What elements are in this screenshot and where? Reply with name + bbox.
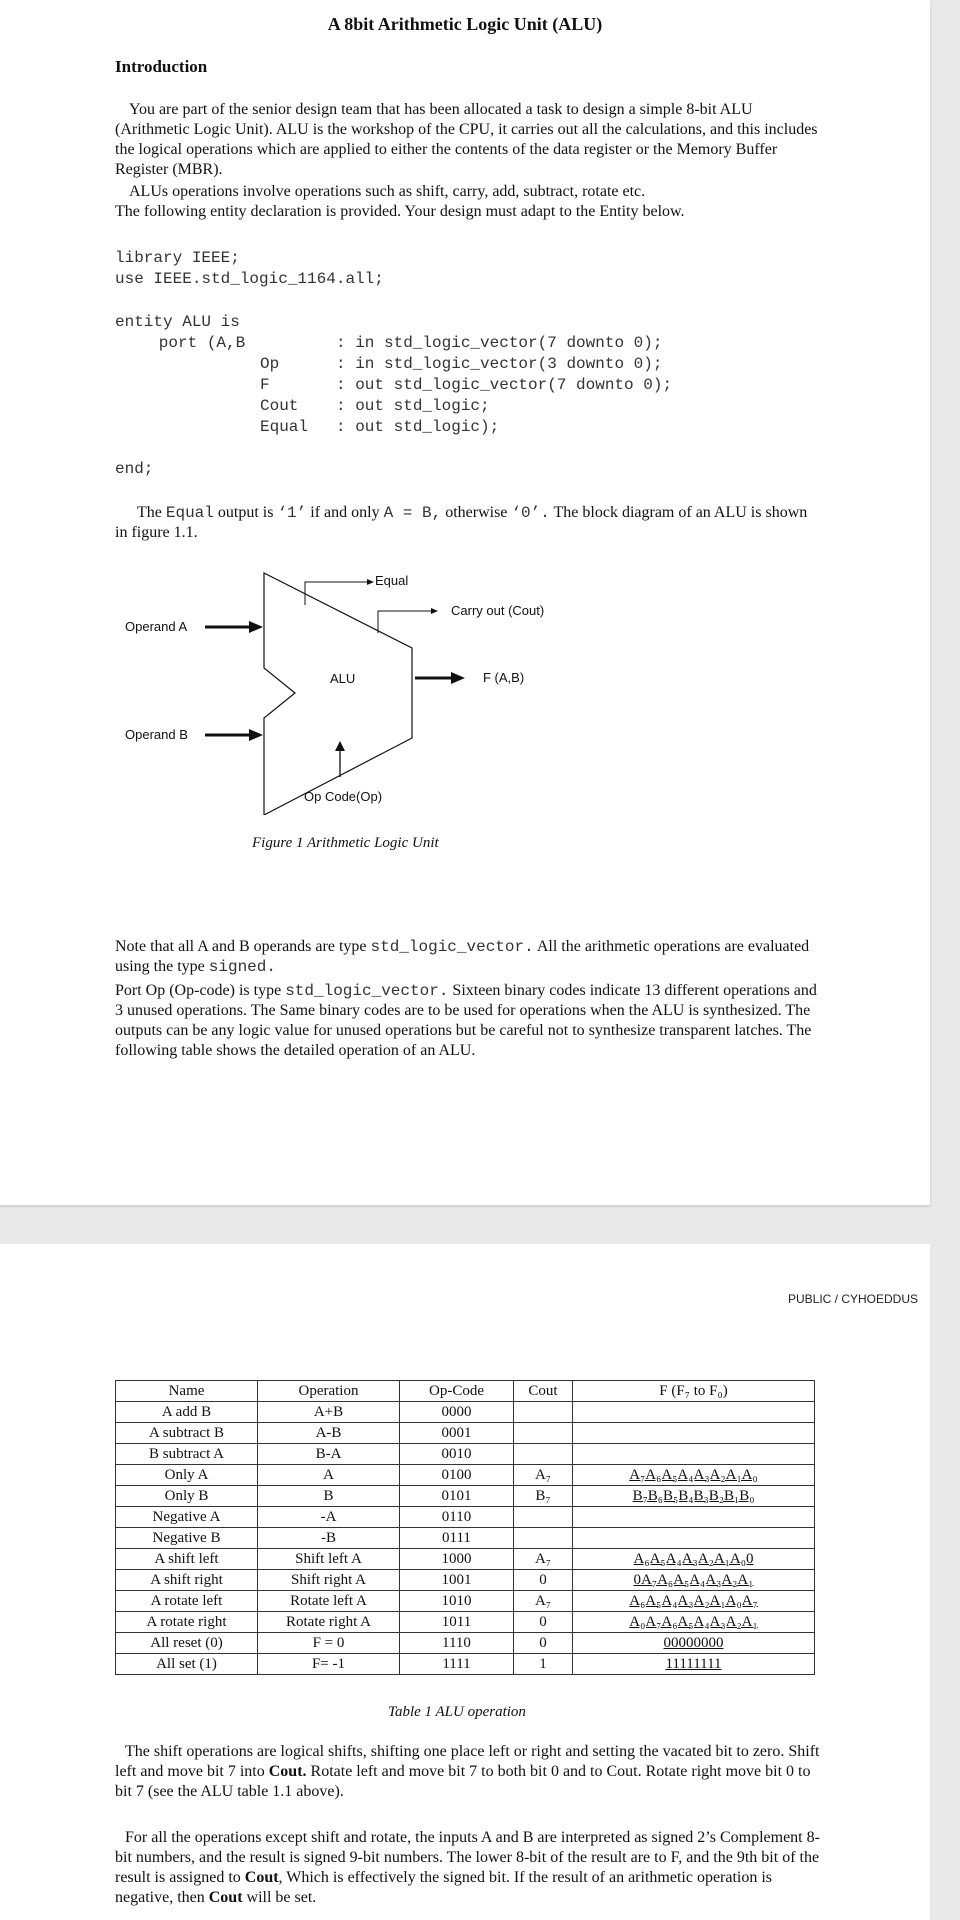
table-cell: B-A (258, 1444, 400, 1465)
alu-label: ALU (330, 671, 356, 686)
f-output-arrow-head (451, 672, 465, 684)
alu-shape (264, 573, 412, 815)
table-cell: 1001 (400, 1570, 514, 1591)
page-title: A 8bit Arithmetic Logic Unit (ALU) (327, 14, 603, 34)
table-row (116, 1591, 815, 1612)
opcode-arrow-head (335, 741, 345, 751)
table-row (116, 1549, 815, 1570)
table-cell (514, 1402, 573, 1423)
table-header-row (116, 1381, 815, 1402)
table-cell: A shift left (116, 1549, 258, 1570)
table-cell: 11111111 (573, 1654, 815, 1675)
introduction-heading: Introduction (115, 57, 208, 76)
table-cell: Rotate right A (258, 1612, 400, 1633)
table-header-cell: Cout (514, 1381, 573, 1402)
table-cell: 0001 (400, 1423, 514, 1444)
code-entity-line: entity ALU is (115, 313, 240, 331)
code-library-line: library IEEE; (115, 249, 240, 267)
classification-label: PUBLIC / CYHOEDDUS (787, 1292, 918, 1306)
table-cell: A (258, 1465, 400, 1486)
table-row (116, 1423, 815, 1444)
code-port-decl: : out std_logic_vector(7 downto 0); (336, 376, 673, 394)
code-port-decl: : out std_logic; (336, 397, 490, 415)
carry-out-label: Carry out (Cout) (451, 603, 545, 618)
document-page-2 (0, 1244, 930, 1920)
carry-out-arrow (378, 611, 437, 633)
table-row (116, 1612, 815, 1633)
operand-a-label: Operand A (125, 619, 188, 634)
table-cell (514, 1444, 573, 1465)
table-cell: Rotate left A (258, 1591, 400, 1612)
table-cell (573, 1528, 815, 1549)
table-caption: Table 1 ALU operation (388, 1704, 526, 1720)
table-cell: A₇ (514, 1591, 573, 1612)
figure-caption: Figure 1 Arithmetic Logic Unit (252, 835, 439, 851)
table-cell: B (258, 1486, 400, 1507)
table-cell: 0 (514, 1570, 573, 1591)
code-use-line: use IEEE.std_logic_1164.all; (115, 270, 384, 288)
code-port-name: F (260, 376, 270, 394)
code-port-name: Op (260, 355, 280, 373)
table-row (116, 1507, 815, 1528)
table-cell: 0000 (400, 1402, 514, 1423)
table-cell: 1111 (400, 1654, 514, 1675)
table-row (116, 1444, 815, 1465)
table-cell: 0100 (400, 1465, 514, 1486)
table-cell (573, 1507, 815, 1528)
table-cell: A₀A₇A₆A₅A₄A₃A₂A₁ (573, 1612, 815, 1633)
table-cell: F= -1 (258, 1654, 400, 1675)
table-row (116, 1633, 815, 1654)
alu-block-diagram (115, 565, 585, 815)
table-cell: 1000 (400, 1549, 514, 1570)
table-cell: A₇A₆A₅A₄A₃A₂A₁A₀ (573, 1465, 815, 1486)
code-port-name: Equal (260, 418, 309, 436)
code-port-decl: : in std_logic_vector(3 downto 0); (336, 355, 663, 373)
table-cell: A₇ (514, 1549, 573, 1570)
equal-output-paragraph: The Equal output is ‘1’ if and only A = B, otherwise ‘0’. The block diagram of an ALU is shown in figure 1.1. (115, 504, 808, 541)
operand-a-arrow-head (249, 621, 263, 633)
table-cell: 0 (514, 1633, 573, 1654)
table-cell: A add B (116, 1402, 258, 1423)
table-cell (514, 1528, 573, 1549)
table-cell: 1010 (400, 1591, 514, 1612)
table-cell: Shift left A (258, 1549, 400, 1570)
table-header-cell: Op-Code (400, 1381, 514, 1402)
table-cell (573, 1402, 815, 1423)
shift-operations-paragraph: The shift operations are logical shifts, shifting one place left or right and setting the vacated bit to zero. Shift left and move bit 7 into Cout. Rotate left and move bit 7 to both bit 0 and to Cout. Rotate right move bit 0 to bit 7 (see the ALU table 1.1 above). (115, 1743, 820, 1800)
table-cell: -B (258, 1528, 400, 1549)
table-cell: A₆A₅A₄A₃A₂A₁A₀A₇ (573, 1591, 815, 1612)
table-cell: 0110 (400, 1507, 514, 1528)
table-cell: A+B (258, 1402, 400, 1423)
opcode-label: Op Code(Op) (304, 789, 383, 804)
table-cell: 1 (514, 1654, 573, 1675)
table-cell (514, 1507, 573, 1528)
alu-operation-table (115, 1380, 815, 1675)
table-cell: Only A (116, 1465, 258, 1486)
signed-operations-paragraph: For all the operations except shift and rotate, the inputs A and B are interpreted as signed 2’s Complement 8-bit numbers, and the result is signed 9-bit numbers. The lower 8-bit of the result are to F, and the 9th bit of the result is assigned to Cout, Which is effectively the signed bit. If the result of an arithmetic operation is negative, then Cout will be set. (115, 1829, 820, 1906)
table-cell: Shift right A (258, 1570, 400, 1591)
table-cell: 1011 (400, 1612, 514, 1633)
operand-b-arrow-head (249, 729, 263, 741)
code-port-decl: : out std_logic); (336, 418, 500, 436)
table-cell: Only B (116, 1486, 258, 1507)
table-cell: 0111 (400, 1528, 514, 1549)
table-cell: All set (1) (116, 1654, 258, 1675)
table-cell: -A (258, 1507, 400, 1528)
equal-output-arrow (305, 582, 373, 605)
table-cell (514, 1423, 573, 1444)
table-cell (573, 1444, 815, 1465)
code-port-decl: : in std_logic_vector(7 downto 0); (336, 334, 663, 352)
intro-paragraph-3: The following entity declaration is provided. Your design must adapt to the Entity below. (115, 203, 685, 220)
table-cell: F = 0 (258, 1633, 400, 1654)
table-row (116, 1570, 815, 1591)
table-cell: 1110 (400, 1633, 514, 1654)
table-cell (573, 1423, 815, 1444)
table-cell: B subtract A (116, 1444, 258, 1465)
table-cell: B₇ (514, 1486, 573, 1507)
table-row (116, 1654, 815, 1675)
table-cell: All reset (0) (116, 1633, 258, 1654)
operand-b-label: Operand B (125, 727, 188, 742)
table-cell: A subtract B (116, 1423, 258, 1444)
table-cell: A rotate left (116, 1591, 258, 1612)
table-cell: B₇B₆B₅B₄B₃B₂B₁B₀ (573, 1486, 815, 1507)
table-cell: 0 (514, 1612, 573, 1633)
table-cell: A rotate right (116, 1612, 258, 1633)
table-row (116, 1402, 815, 1423)
table-cell: A₆A₅A₄A₃A₂A₁A₀0 (573, 1549, 815, 1570)
equal-label: Equal (375, 573, 409, 588)
table-cell: Negative B (116, 1528, 258, 1549)
table-cell: A shift right (116, 1570, 258, 1591)
table-cell: A₇ (514, 1465, 573, 1486)
opcode-paragraph: Port Op (Op-code) is type std_logic_vector. Sixteen binary codes indicate 13 different operations and 3 unused operations. The Same binary codes are to be used for operations when the ALU is synthesized. The outputs can be any logic value for unused operations but be careful not to synthesize transparent latches. The following table shows the detailed operation of an ALU. (115, 982, 817, 1059)
note-paragraph: Note that all A and B operands are type std_logic_vector. All the arithmetic operations are evaluated using the type signed. (115, 938, 810, 976)
table-cell: Negative A (116, 1507, 258, 1528)
code-port-name: Cout (260, 397, 299, 415)
table-cell: 0010 (400, 1444, 514, 1465)
table-row (116, 1486, 815, 1507)
table-header-cell: Operation (258, 1381, 400, 1402)
code-end-line: end; (115, 460, 154, 478)
table-header-cell: F (F₇ to F₀) (573, 1381, 815, 1402)
f-output-label: F (A,B) (483, 670, 525, 685)
intro-paragraph-2: ALUs operations involve operations such as shift, carry, add, subtract, rotate etc. (129, 183, 646, 200)
table-cell: 0A₇A₆A₅A₄A₃A₂A₁ (573, 1570, 815, 1591)
table-cell: 00000000 (573, 1633, 815, 1654)
table-row (116, 1465, 815, 1486)
table-cell: 0101 (400, 1486, 514, 1507)
table-header-cell: Name (116, 1381, 258, 1402)
code-port-name: port (A,B (130, 334, 246, 352)
table-row (116, 1528, 815, 1549)
table-cell: A-B (258, 1423, 400, 1444)
intro-paragraph-1: You are part of the senior design team that has been allocated a task to design a simple 8-bit ALU (Arithmetic Logic Unit). ALU is the workshop of the CPU, it carries out all the calculations, and this includes the logical operations which are applied to either the contents of the data register or the Memory Buffer Register (MBR). (115, 101, 818, 178)
